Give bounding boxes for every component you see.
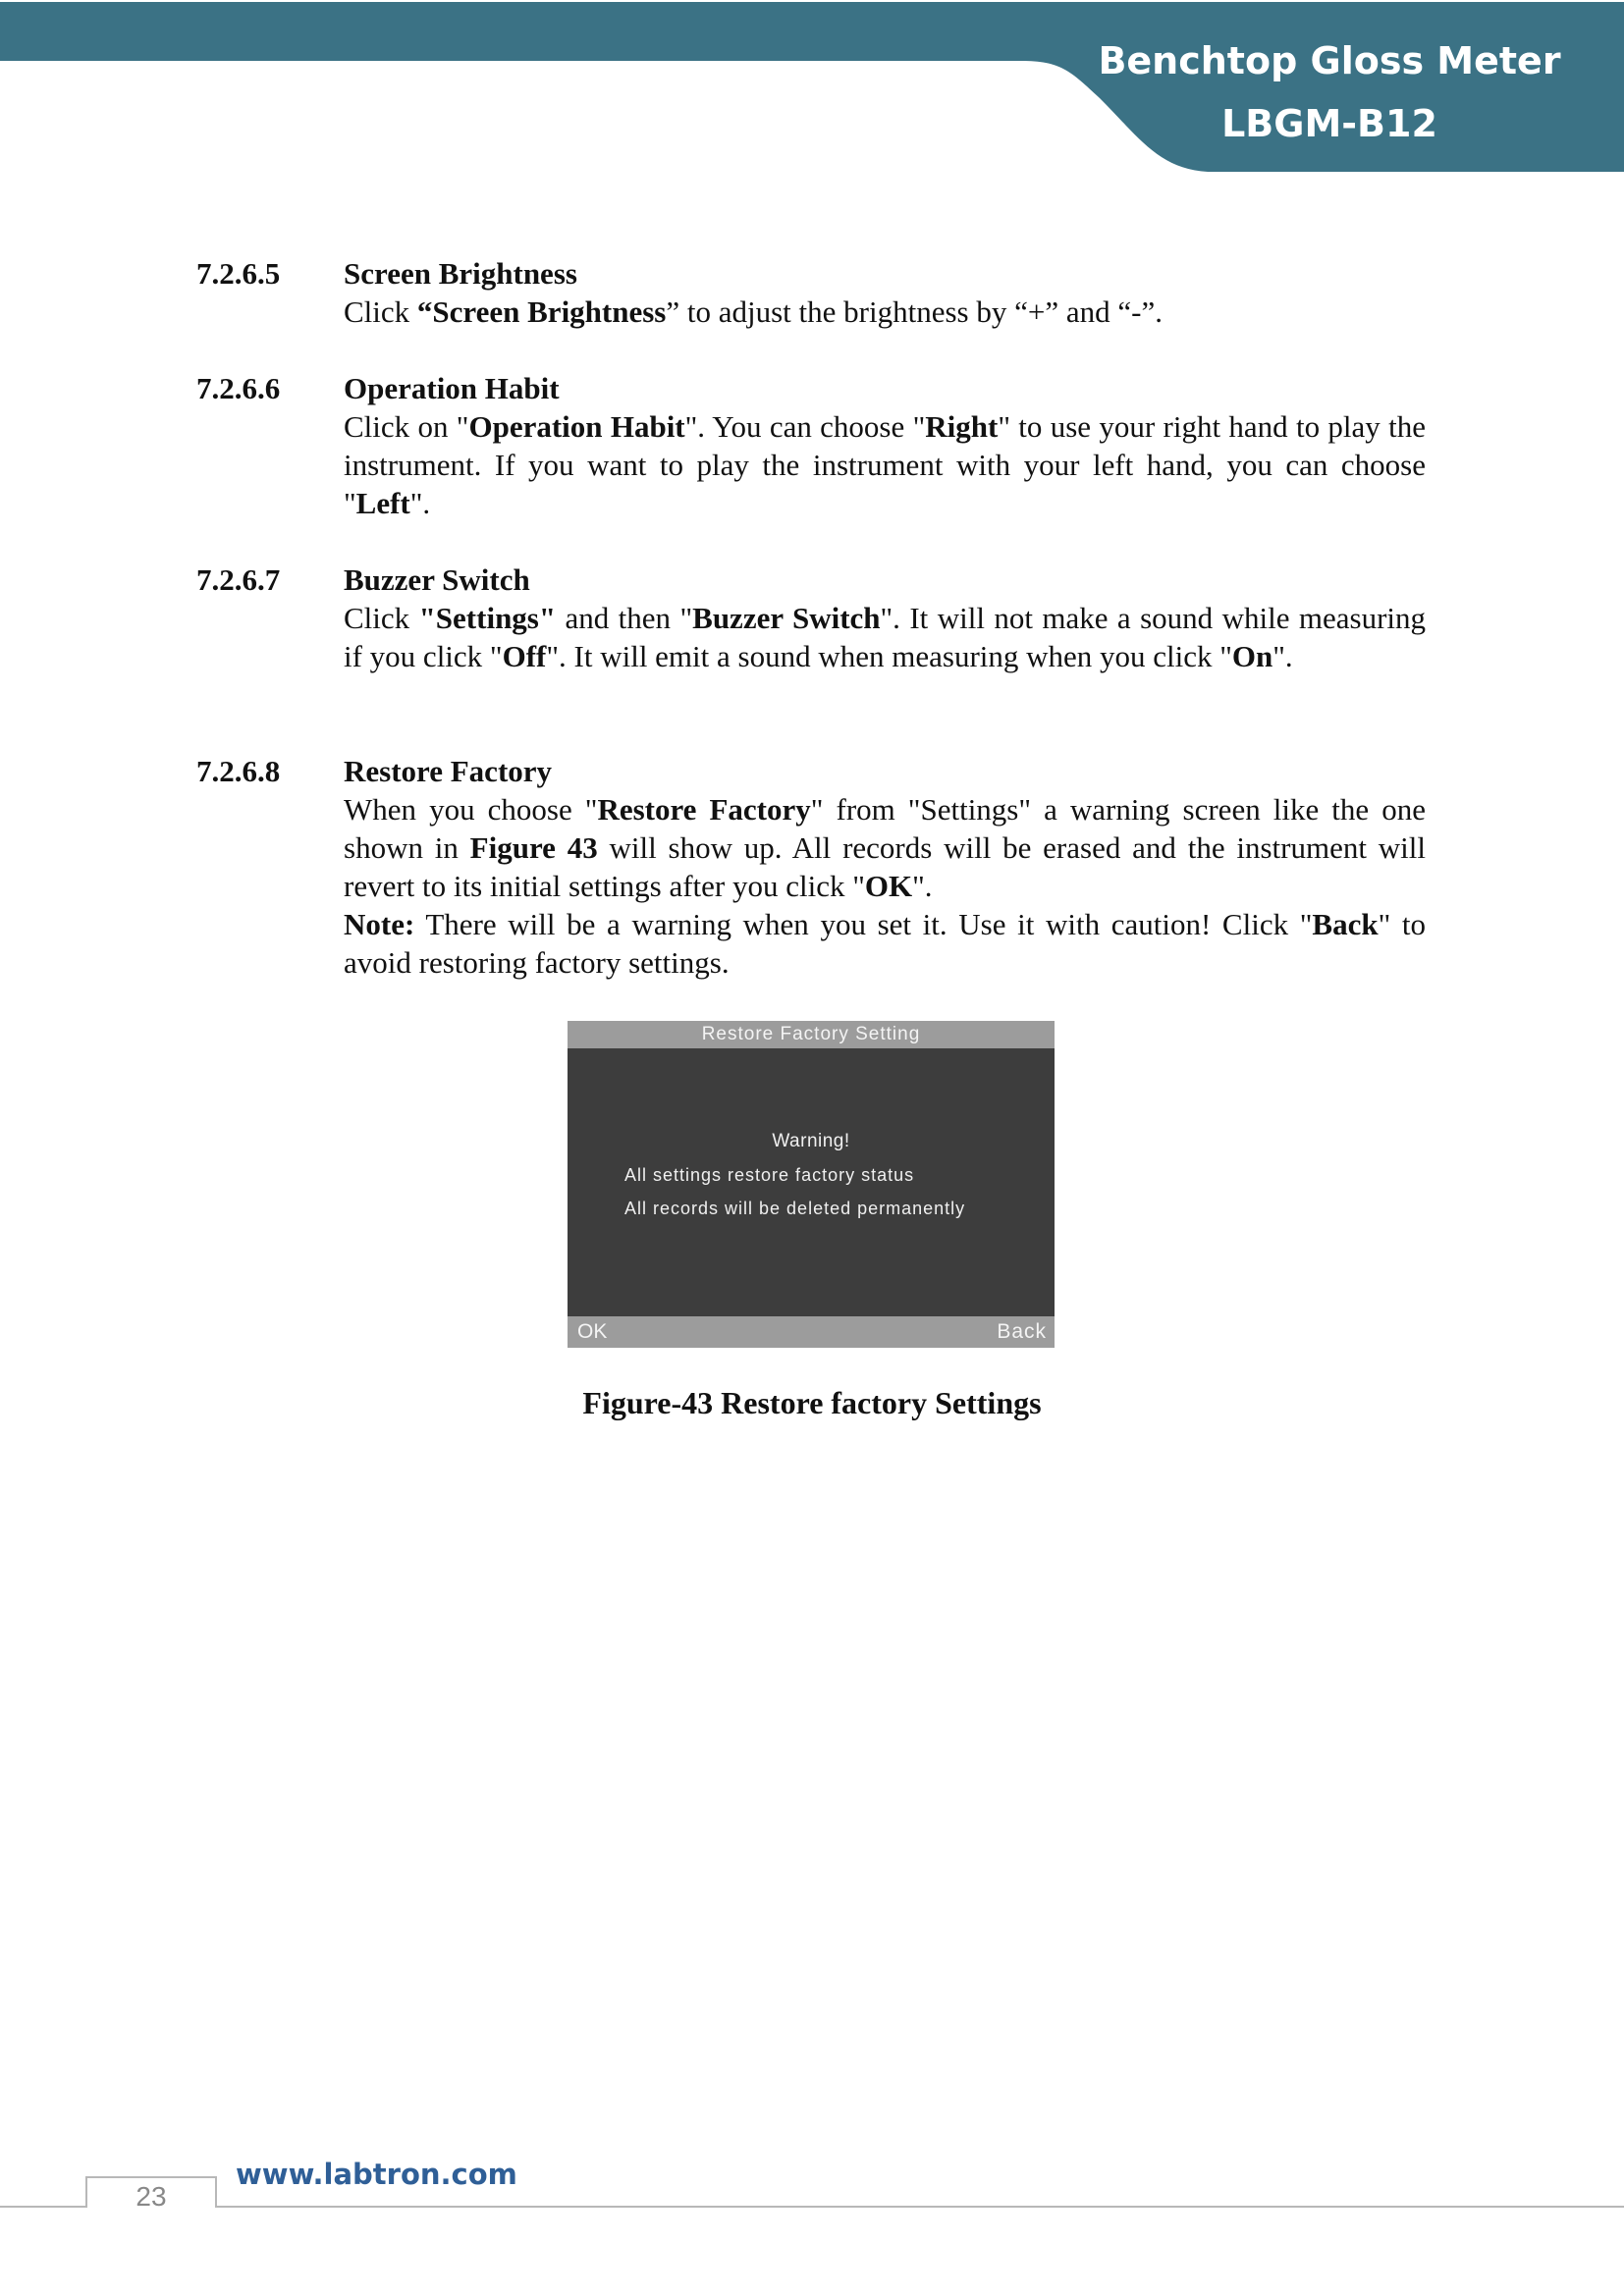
paragraph: Click "Settings" and then "Buzzer Switch". It will not make a sound while measuring if you click "Off". It will emit a sound when measuring when you click "On". (344, 601, 1427, 673)
section-body (344, 407, 1426, 522)
figure-caption: Figure-43 Restore factory Settings (582, 1385, 1042, 1420)
footer-url: www.labtron.com (236, 2158, 517, 2191)
model-number: LBGM-B12 (1221, 102, 1437, 145)
device-ok-button: OK (577, 1320, 608, 1343)
header-title (1074, 29, 1585, 155)
page-number: 23 (135, 2181, 167, 2212)
paragraph: Click on "Operation Habit". You can choose "Right" to use your right hand to play the instrument. If you want to play the instrument with your left hand, you can choose "Left". (344, 409, 1426, 520)
section-number: 7.2.6.5 (196, 256, 281, 291)
section-title: Screen Brightness (344, 256, 577, 291)
product-name: Benchtop Gloss Meter (1098, 39, 1561, 82)
section-screen-brightness (196, 254, 1426, 331)
section-title: Buzzer Switch (344, 562, 530, 597)
section-body (344, 293, 1426, 331)
device-screen-figure (568, 1021, 1055, 1348)
section-number: 7.2.6.7 (196, 562, 281, 597)
section-title: Operation Habit (344, 371, 560, 405)
device-warning: Warning! (772, 1131, 850, 1151)
note-paragraph: Note: There will be a warning when you set it. Use it with caution! Click "Back" to avoid restoring factory settings. (344, 907, 1426, 980)
device-title-bar: Restore Factory Setting (568, 1021, 1055, 1048)
section-number: 7.2.6.8 (196, 754, 281, 788)
paragraph: Click “Screen Brightness” to adjust the brightness by “+” and “-”. (344, 294, 1163, 329)
device-message-line: All records will be deleted permanently (624, 1199, 966, 1218)
section-title: Restore Factory (344, 754, 553, 788)
paragraph: When you choose "Restore Factory" from "Settings" a warning screen like the one shown in Figure 43 will show up. All records will be erased and the instrument will revert to its initial settings after you click "OK". (344, 792, 1426, 903)
section-body (344, 599, 1426, 675)
section-number: 7.2.6.6 (196, 371, 281, 405)
device-message-line: All settings restore factory status (624, 1165, 915, 1185)
device-bottom-bar (568, 1316, 1055, 1348)
section-restore-factory (196, 752, 1426, 982)
device-back-button: Back (997, 1320, 1047, 1343)
section-buzzer-switch (196, 561, 1426, 675)
section-operation-habit (196, 369, 1426, 522)
section-body (344, 790, 1426, 982)
